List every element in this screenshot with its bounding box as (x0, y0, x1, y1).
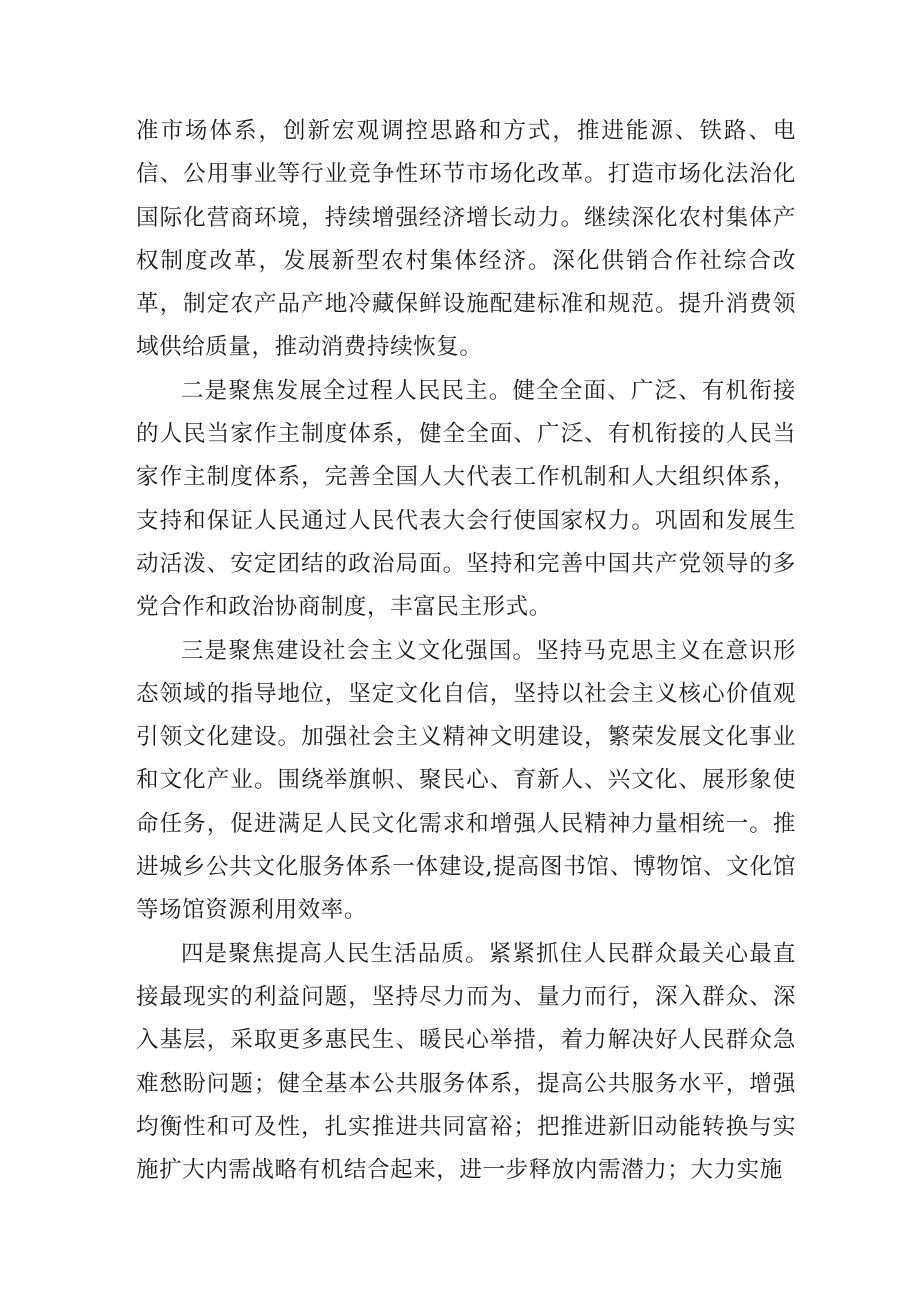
document-body (136, 110, 796, 1192)
paragraph-livelihood: 四是聚焦提高人民生活品质。紧紧抓住人民群众最关心最直接最现实的利益问题，坚持尽力而为、量力而行，深入群众、深入基层，采取更多惠民生、暖民心举措，着力解决好人民群众急难愁盼问题；健全基本公共服务体系，提高公共服务水平，增强均衡性和可及性，扎实推进共同富裕；把推进新旧动能转换与实施扩大内需战略有机结合起来，进一步释放内需潜力；大力实施 (136, 940, 796, 1184)
paragraph-culture: 三是聚焦建设社会主义文化强国。坚持马克思主义在意识形态领域的指导地位，坚定文化自信，坚持以社会主义核心价值观引领文化建设。加强社会主义精神文明建设，繁荣发展文化事业和文化产业。围绕举旗帜、聚民心、育新人、兴文化、展形象使命任务，促进满足人民文化需求和增强人民精神力量相统一。推进城乡公共文化服务体系一体建设,提高图书馆、博物馆、文化馆等场馆资源利用效率。 (136, 637, 796, 924)
paragraph-democracy: 二是聚焦发展全过程人民民主。健全全面、广泛、有机衔接的人民当家作主制度体系，健全全面、广泛、有机衔接的人民当家作主制度体系，完善全国人大代表工作机制和人大组织体系，支持和保证人民通过人民代表大会行使国家权力。巩固和发展生动活泼、安定团结的政治局面。坚持和完善中国共产党领导的多党合作和政治协商制度，丰富民主形式。 (136, 377, 796, 621)
paragraph-market-reform: 准市场体系，创新宏观调控思路和方式，推进能源、铁路、电信、公用事业等行业竞争性环节市场化改革。打造市场化法治化国际化营商环境，持续增强经济增长动力。继续深化农村集体产权制度改革，发展新型农村集体经济。深化供销合作社综合改革，制定农产品产地冷藏保鲜设施配建标准和规范。提升消费领域供给质量，推动消费持续恢复。 (136, 118, 796, 361)
